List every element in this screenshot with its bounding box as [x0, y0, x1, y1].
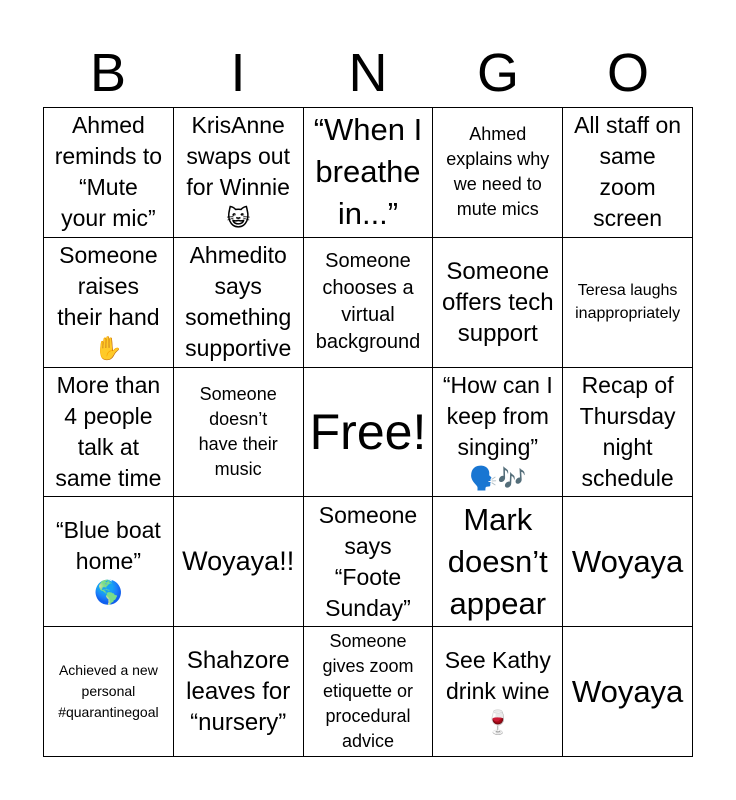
bingo-cell[interactable]: [174, 368, 304, 498]
header-letter-b: B: [89, 43, 127, 103]
cell-text: Ahmed explains why we need to mute mics: [446, 124, 550, 220]
cell-text: Someone offers tech support: [441, 257, 554, 347]
cell-text: Woyaya: [571, 673, 684, 709]
cell-text: Recap of Thursday night schedule: [579, 371, 676, 491]
bingo-header: [43, 40, 693, 106]
bingo-cell[interactable]: [563, 627, 693, 757]
bingo-cell[interactable]: [174, 108, 304, 238]
bingo-cell[interactable]: [304, 497, 434, 627]
bingo-cell[interactable]: [304, 238, 434, 368]
bingo-cell[interactable]: [563, 368, 693, 498]
cell-text: Woyaya!!: [182, 546, 295, 577]
cell-text: KrisAnne swaps out for Winnie 😺: [186, 112, 290, 232]
bingo-cell[interactable]: [563, 108, 693, 238]
cell-text: “How can I keep from singing” 🗣️🎶: [442, 371, 553, 491]
bingo-cell[interactable]: [44, 368, 174, 498]
cell-text: Achieved a new personal #quarantinegoal: [58, 662, 159, 721]
cell-text: Someone raises their hand ✋: [57, 242, 160, 362]
cell-text: “Blue boat home” 🌎: [55, 517, 161, 606]
cell-text: Someone gives zoom etiquette or procedural advice: [322, 631, 414, 752]
bingo-cell[interactable]: [433, 497, 563, 627]
cell-text: Someone says “Foote Sunday”: [318, 501, 418, 621]
header-letter-o: O: [606, 43, 649, 103]
cell-text: Teresa laughs inappropriately: [575, 282, 681, 323]
bingo-cell[interactable]: [174, 497, 304, 627]
bingo-grid: [43, 107, 693, 757]
bingo-cell[interactable]: [174, 627, 304, 757]
bingo-cell[interactable]: [563, 238, 693, 368]
header-letter-i: I: [230, 43, 246, 103]
bingo-cell[interactable]: [44, 497, 174, 627]
cell-text: More than 4 people talk at same time: [55, 371, 162, 491]
free-space[interactable]: [304, 368, 434, 498]
header-letter-n: N: [348, 43, 388, 103]
cell-text: Ahmed reminds to “Mute your mic”: [54, 112, 163, 232]
bingo-cell[interactable]: [433, 238, 563, 368]
cell-text: See Kathy drink wine 🍷: [444, 647, 551, 736]
cell-text: Someone doesn’t have their music: [198, 383, 278, 479]
bingo-cell[interactable]: [563, 497, 693, 627]
bingo-cell[interactable]: [174, 238, 304, 368]
cell-text: All staff on same zoom screen: [574, 112, 682, 232]
bingo-cell[interactable]: [304, 108, 434, 238]
bingo-cell[interactable]: [433, 627, 563, 757]
header-letter-g: G: [476, 43, 519, 103]
cell-text: “When I breathe in...”: [313, 112, 423, 232]
cell-text: Free!: [309, 403, 427, 460]
bingo-cell[interactable]: [44, 108, 174, 238]
cell-text: Someone chooses a virtual background: [315, 250, 421, 354]
cell-text: Woyaya: [571, 543, 684, 579]
cell-text: Shahzore leaves for “nursery”: [186, 647, 291, 737]
bingo-cell[interactable]: [44, 238, 174, 368]
bingo-cell[interactable]: [44, 627, 174, 757]
bingo-cell[interactable]: [304, 627, 434, 757]
bingo-cell[interactable]: [433, 368, 563, 498]
bingo-cell[interactable]: [433, 108, 563, 238]
cell-text: Ahmedito says something supportive: [185, 242, 292, 362]
cell-text: Mark doesn’t appear: [447, 501, 548, 621]
